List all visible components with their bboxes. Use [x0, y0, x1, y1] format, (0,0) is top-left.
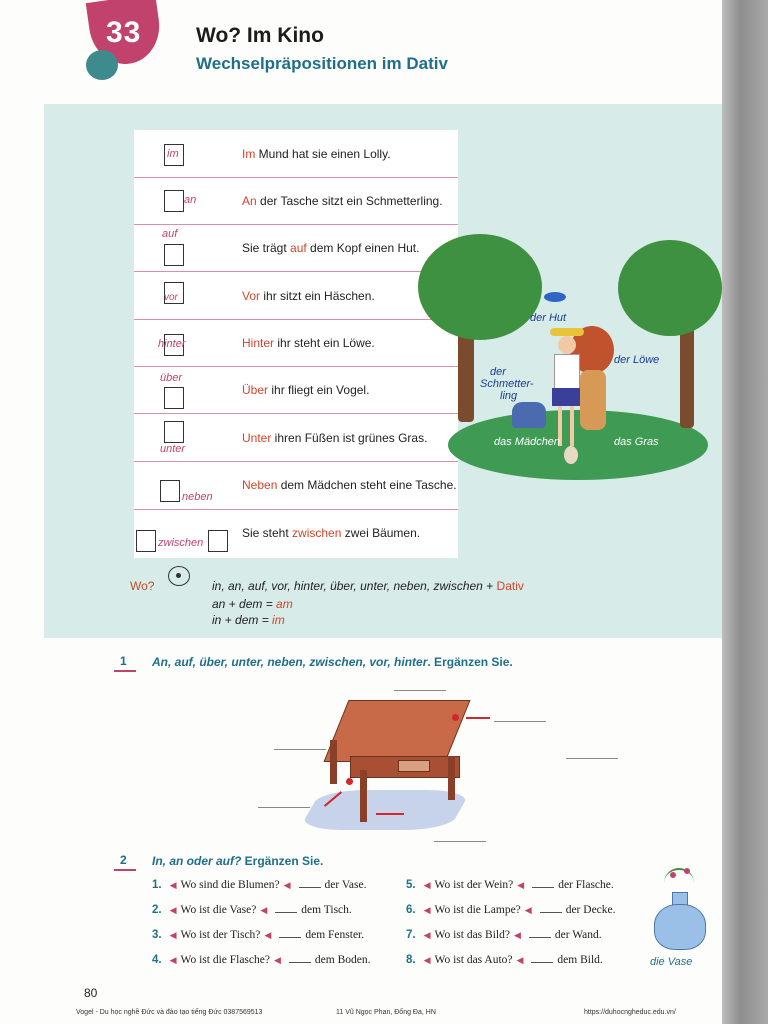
question-answer: dem Tisch. [301, 904, 352, 916]
rule-question: Wo? [130, 579, 155, 593]
sentence-rest: der Tasche sitzt ein Schmetterling. [256, 194, 443, 208]
flower-bud [684, 868, 690, 874]
question-number: 6. [406, 904, 416, 916]
rule-result: am [276, 597, 293, 611]
rule-prepositions: in, an, auf, vor, hinter, über, unter, neben, zwischen + [212, 579, 497, 593]
marker-dot [346, 778, 353, 785]
answer-gap[interactable] [299, 887, 321, 888]
question-1 [152, 879, 366, 891]
diagram-tag-hinter: hinter [158, 338, 186, 350]
answer-blank[interactable] [566, 758, 618, 759]
row-divider [134, 509, 458, 510]
unit-badge-dot [86, 50, 118, 80]
page-title: Wo? Im Kino [196, 24, 324, 47]
preposition: Unter [242, 431, 272, 445]
row-divider [134, 319, 458, 320]
girl-leg [570, 406, 574, 446]
question-3 [152, 929, 364, 941]
diagram-tag-ueber: über [160, 372, 183, 384]
diagram-tag-vor: vor [164, 292, 178, 303]
speech-marker-icon: ◀ [423, 880, 431, 890]
bag-illustration [512, 402, 546, 428]
diagram-box [164, 387, 184, 409]
question-number: 1. [152, 879, 162, 891]
question-answer: der Flasche. [558, 879, 614, 891]
answer-gap[interactable] [279, 937, 301, 938]
answer-gap[interactable] [529, 937, 551, 938]
exercise-1-instruction [152, 655, 513, 669]
speech-marker-icon: ◀ [260, 905, 268, 915]
location-icon-dot [176, 573, 181, 578]
table-drawer [398, 760, 430, 772]
speech-marker-icon: ◀ [264, 930, 272, 940]
preposition: Vor [242, 289, 261, 303]
diagram-tag-auf: auf [162, 228, 178, 240]
label-schmetterling-3: ling [500, 390, 518, 402]
label-der-loewe: der Löwe [614, 354, 660, 366]
sentence-auf [242, 241, 419, 255]
footer-url: https://duhocngheduc.edu.vn/ [584, 1009, 676, 1016]
speech-marker-icon: ◀ [423, 930, 431, 940]
answer-gap[interactable] [532, 887, 554, 888]
preposition: auf [290, 241, 307, 255]
diagram-tag-zwischen: zwischen [158, 537, 204, 549]
hat-illustration [550, 328, 584, 336]
sentence-rest: dem Mädchen steht eine Tasche. [277, 478, 457, 492]
page-subtitle: Wechselpräpositionen im Dativ [196, 54, 448, 73]
answer-gap[interactable] [289, 962, 311, 963]
sentence-unter [242, 431, 427, 445]
rule-line-1 [212, 579, 524, 593]
question-text: Wo ist die Flasche? [180, 954, 270, 966]
sentence-rest: ihr fliegt ein Vogel. [268, 383, 370, 397]
vase-label: die Vase [650, 956, 693, 968]
label-der-hut: der Hut [530, 312, 567, 324]
page-shadow [722, 0, 768, 1024]
exercise-2-number: 2 [120, 853, 127, 867]
diagram-box [164, 190, 184, 212]
question-number: 8. [406, 954, 416, 966]
question-number: 4. [152, 954, 162, 966]
sentence-rest: dem Kopf einen Hut. [306, 241, 420, 255]
preposition: zwischen [292, 526, 342, 540]
label-schmetterling-1: der [490, 366, 506, 378]
sentence-neben [242, 478, 457, 492]
footer-left: Vogel - Du học nghề Đức và đào tạo tiếng Đức 0387569513 [76, 1009, 263, 1016]
exercise-2-task: Ergänzen Sie. [241, 854, 324, 868]
answer-gap[interactable] [275, 912, 297, 913]
diagram-box [160, 480, 180, 502]
row-divider [134, 413, 458, 414]
exercise-1-words: An, auf, über, unter, neben, zwischen, vor, hinter [152, 655, 428, 669]
sentence-rest: Mund hat sie einen Lolly. [255, 147, 391, 161]
question-text: Wo ist das Auto? [434, 954, 513, 966]
speech-marker-icon: ◀ [513, 930, 521, 940]
answer-blank[interactable] [258, 807, 310, 808]
sentence-pre: Sie trägt [242, 241, 291, 255]
answer-blank[interactable] [274, 749, 326, 750]
sentence-zwischen [242, 526, 420, 540]
question-text: Wo sind die Blumen? [180, 879, 280, 891]
question-5 [406, 879, 614, 891]
speech-marker-icon: ◀ [273, 955, 281, 965]
question-text: Wo ist die Lampe? [434, 904, 521, 916]
tree-canopy-right [618, 240, 722, 336]
preposition: Neben [242, 478, 278, 492]
preposition: An [242, 194, 257, 208]
diagram-tag-im: im [167, 148, 179, 160]
exercise-2-underline [114, 869, 136, 871]
vase-illustration [654, 904, 706, 950]
row-divider [134, 224, 458, 225]
speech-marker-icon: ◀ [169, 880, 177, 890]
question-text: Wo ist die Vase? [180, 904, 257, 916]
question-number: 2. [152, 904, 162, 916]
row-divider [134, 177, 458, 178]
rule-result: im [272, 613, 285, 627]
preposition: Über [242, 383, 269, 397]
rule-line-2 [212, 597, 293, 611]
preposition: Im [242, 147, 256, 161]
question-8 [406, 954, 603, 966]
question-2 [152, 904, 352, 916]
exercise-1-underline [114, 670, 136, 672]
girl-shirt [554, 354, 580, 390]
question-4 [152, 954, 370, 966]
table-leg [360, 770, 367, 822]
bird-illustration [544, 292, 566, 302]
label-schmetterling-2: Schmetter- [480, 378, 534, 390]
question-answer: der Wand. [554, 929, 602, 941]
speech-marker-icon: ◀ [423, 905, 431, 915]
speech-marker-icon: ◀ [524, 905, 532, 915]
diagram-box [164, 244, 184, 266]
speech-marker-icon: ◀ [169, 930, 177, 940]
exercise-2-words: In, an oder auf? [152, 854, 242, 868]
speech-marker-icon: ◀ [283, 880, 291, 890]
row-divider [134, 271, 458, 272]
girl-skirt [552, 388, 580, 406]
question-number: 7. [406, 929, 416, 941]
sentence-an [242, 194, 443, 208]
speech-marker-icon: ◀ [169, 905, 177, 915]
table-top [323, 700, 470, 762]
answer-gap[interactable] [531, 962, 553, 963]
row-divider [134, 366, 458, 367]
answer-blank[interactable] [434, 841, 486, 842]
arrow-line [466, 717, 490, 719]
diagram-tag-an: an [184, 194, 197, 206]
question-answer: der Decke. [565, 904, 616, 916]
rabbit-illustration [564, 446, 578, 464]
preposition: Hinter [242, 336, 275, 350]
sentence-ueber [242, 383, 369, 397]
sentence-rest: zwei Bäumen. [341, 526, 421, 540]
question-text: Wo ist der Tisch? [180, 929, 261, 941]
marker-dot [452, 714, 459, 721]
speech-marker-icon: ◀ [423, 955, 431, 965]
question-text: Wo ist der Wein? [434, 879, 514, 891]
tree-canopy-left [418, 234, 542, 340]
sentence-im [242, 147, 391, 161]
table-leg [448, 756, 455, 800]
speech-marker-icon: ◀ [169, 955, 177, 965]
rule-case: Dativ [496, 579, 524, 593]
question-answer: dem Fenster. [305, 929, 365, 941]
grass-illustration [448, 410, 708, 480]
rule-contraction: in + dem = [212, 613, 273, 627]
footer-address: 11 Vũ Ngọc Phan, Đống Đa, HN [336, 1009, 436, 1016]
arrow-line [376, 813, 404, 815]
table-leg [330, 740, 337, 784]
label-das-maedchen: das Mädchen [494, 436, 561, 448]
speech-marker-icon: ◀ [517, 880, 525, 890]
sentence-hinter [242, 336, 375, 350]
table-shadow [298, 790, 471, 830]
question-answer: dem Boden. [314, 954, 371, 966]
lion-body [580, 370, 606, 430]
speech-marker-icon: ◀ [516, 955, 524, 965]
exercise-1-task: . Ergänzen Sie. [427, 655, 513, 669]
rule-line-3 [212, 613, 285, 627]
diagram-box [208, 530, 228, 552]
page-number: 80 [84, 986, 98, 1000]
sentence-pre: Sie steht [242, 526, 293, 540]
diagram-box [164, 421, 184, 443]
girl-head [558, 336, 576, 354]
question-6 [406, 904, 616, 916]
answer-gap[interactable] [540, 912, 562, 913]
diagram-tag-unter: unter [160, 443, 186, 455]
sentence-vor [242, 289, 375, 303]
flower-bud [670, 872, 676, 878]
label-das-gras: das Gras [614, 436, 659, 448]
row-divider [134, 461, 458, 462]
unit-number: 33 [106, 16, 142, 49]
question-answer: der Vase. [324, 879, 367, 891]
question-text: Wo ist das Bild? [434, 929, 510, 941]
exercise-1-number: 1 [120, 654, 127, 668]
answer-blank[interactable] [394, 690, 446, 691]
answer-blank[interactable] [494, 721, 546, 722]
sentence-rest: ihr steht ein Löwe. [274, 336, 375, 350]
question-number: 3. [152, 929, 162, 941]
diagram-box [136, 530, 156, 552]
diagram-tag-neben: neben [182, 491, 213, 503]
sentence-rest: ihren Füßen ist grünes Gras. [271, 431, 428, 445]
question-answer: dem Bild. [557, 954, 603, 966]
question-number: 5. [406, 879, 416, 891]
exercise-2-instruction [152, 854, 323, 868]
rule-contraction: an + dem = [212, 597, 277, 611]
sentence-rest: ihr sitzt ein Häschen. [260, 289, 375, 303]
question-7 [406, 929, 602, 941]
